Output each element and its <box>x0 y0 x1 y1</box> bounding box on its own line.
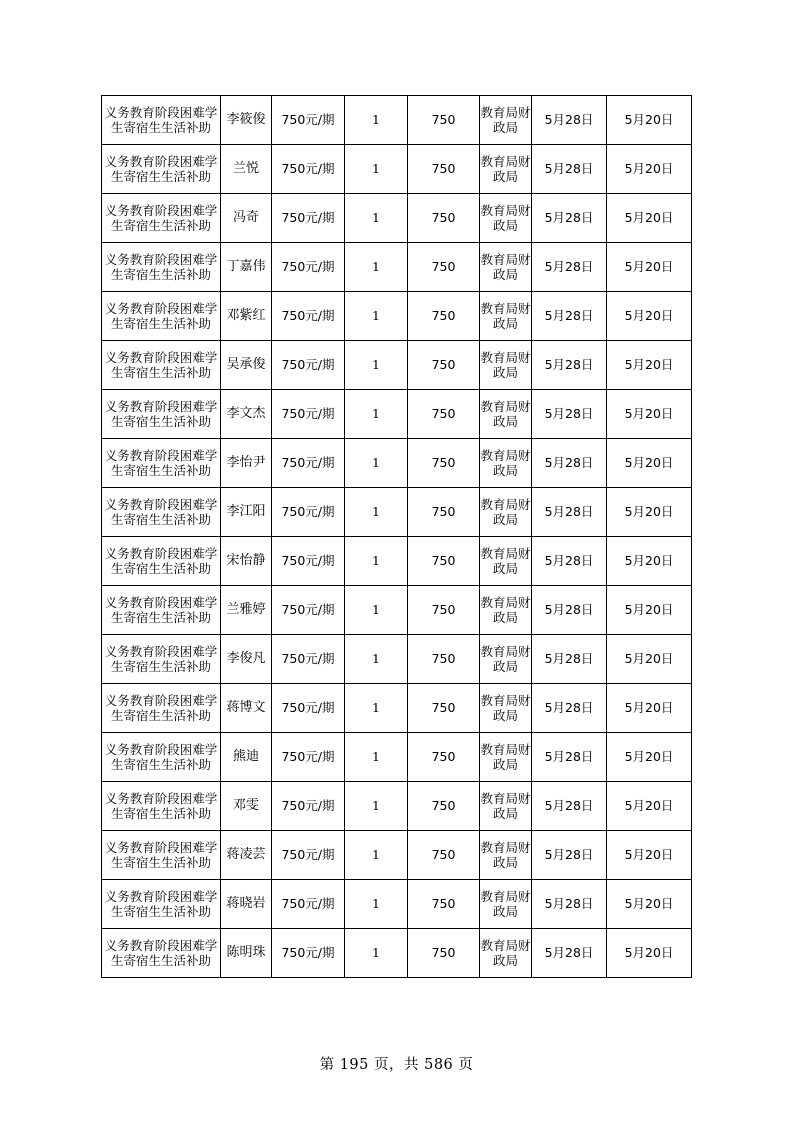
table-row <box>102 194 692 243</box>
project-cell: 义务教育阶段困难学生寄宿生生活补助 <box>102 537 221 586</box>
date-cell-2: 5月20日 <box>607 929 692 978</box>
date-cell-2: 5月20日 <box>607 684 692 733</box>
department-cell: 教育局财政局 <box>480 96 532 145</box>
name-cell: 兰雅婷 <box>221 586 272 635</box>
quantity-cell: 1 <box>345 929 408 978</box>
name-cell: 熊迪 <box>221 733 272 782</box>
quantity-cell: 1 <box>345 831 408 880</box>
project-cell: 义务教育阶段困难学生寄宿生生活补助 <box>102 586 221 635</box>
department-cell: 教育局财政局 <box>480 831 532 880</box>
quantity-cell: 1 <box>345 439 408 488</box>
name-cell: 蒋晓岩 <box>221 880 272 929</box>
department-cell: 教育局财政局 <box>480 488 532 537</box>
quantity-cell: 1 <box>345 880 408 929</box>
name-cell: 宋怡静 <box>221 537 272 586</box>
standard-cell: 750元/期 <box>272 488 345 537</box>
amount-cell: 750 <box>408 243 480 292</box>
project-cell: 义务教育阶段困难学生寄宿生生活补助 <box>102 341 221 390</box>
standard-cell: 750元/期 <box>272 194 345 243</box>
date-cell-2: 5月20日 <box>607 243 692 292</box>
department-cell: 教育局财政局 <box>480 390 532 439</box>
amount-cell: 750 <box>408 341 480 390</box>
amount-cell: 750 <box>408 390 480 439</box>
department-cell: 教育局财政局 <box>480 880 532 929</box>
amount-cell: 750 <box>408 194 480 243</box>
name-cell: 兰悦 <box>221 145 272 194</box>
standard-cell: 750元/期 <box>272 782 345 831</box>
name-cell: 李文杰 <box>221 390 272 439</box>
date-cell-1: 5月28日 <box>532 586 607 635</box>
quantity-cell: 1 <box>345 733 408 782</box>
amount-cell: 750 <box>408 880 480 929</box>
department-cell: 教育局财政局 <box>480 145 532 194</box>
amount-cell: 750 <box>408 586 480 635</box>
standard-cell: 750元/期 <box>272 96 345 145</box>
standard-cell: 750元/期 <box>272 292 345 341</box>
department-cell: 教育局财政局 <box>480 586 532 635</box>
table-row <box>102 243 692 292</box>
table-row <box>102 586 692 635</box>
name-cell: 吴承俊 <box>221 341 272 390</box>
table-body <box>102 96 692 978</box>
amount-cell: 750 <box>408 929 480 978</box>
department-cell: 教育局财政局 <box>480 782 532 831</box>
date-cell-1: 5月28日 <box>532 635 607 684</box>
quantity-cell: 1 <box>345 586 408 635</box>
name-cell: 蒋凌芸 <box>221 831 272 880</box>
date-cell-2: 5月20日 <box>607 537 692 586</box>
date-cell-2: 5月20日 <box>607 880 692 929</box>
standard-cell: 750元/期 <box>272 684 345 733</box>
date-cell-2: 5月20日 <box>607 341 692 390</box>
standard-cell: 750元/期 <box>272 243 345 292</box>
department-cell: 教育局财政局 <box>480 733 532 782</box>
project-cell: 义务教育阶段困难学生寄宿生生活补助 <box>102 145 221 194</box>
department-cell: 教育局财政局 <box>480 635 532 684</box>
standard-cell: 750元/期 <box>272 341 345 390</box>
department-cell: 教育局财政局 <box>480 292 532 341</box>
date-cell-1: 5月28日 <box>532 684 607 733</box>
quantity-cell: 1 <box>345 390 408 439</box>
amount-cell: 750 <box>408 145 480 194</box>
table-row <box>102 929 692 978</box>
name-cell: 蒋博文 <box>221 684 272 733</box>
date-cell-2: 5月20日 <box>607 145 692 194</box>
quantity-cell: 1 <box>345 684 408 733</box>
date-cell-1: 5月28日 <box>532 782 607 831</box>
standard-cell: 750元/期 <box>272 880 345 929</box>
page-number: 第 195 页，共 586 页 <box>319 1057 474 1073</box>
table-row <box>102 831 692 880</box>
date-cell-1: 5月28日 <box>532 733 607 782</box>
table-row <box>102 684 692 733</box>
amount-cell: 750 <box>408 439 480 488</box>
date-cell-1: 5月28日 <box>532 488 607 537</box>
date-cell-1: 5月28日 <box>532 243 607 292</box>
standard-cell: 750元/期 <box>272 733 345 782</box>
amount-cell: 750 <box>408 488 480 537</box>
project-cell: 义务教育阶段困难学生寄宿生生活补助 <box>102 635 221 684</box>
project-cell: 义务教育阶段困难学生寄宿生生活补助 <box>102 782 221 831</box>
project-cell: 义务教育阶段困难学生寄宿生生活补助 <box>102 292 221 341</box>
date-cell-2: 5月20日 <box>607 96 692 145</box>
project-cell: 义务教育阶段困难学生寄宿生生活补助 <box>102 96 221 145</box>
name-cell: 李筱俊 <box>221 96 272 145</box>
date-cell-1: 5月28日 <box>532 194 607 243</box>
amount-cell: 750 <box>408 782 480 831</box>
quantity-cell: 1 <box>345 96 408 145</box>
project-cell: 义务教育阶段困难学生寄宿生生活补助 <box>102 733 221 782</box>
amount-cell: 750 <box>408 635 480 684</box>
table-row <box>102 292 692 341</box>
date-cell-2: 5月20日 <box>607 390 692 439</box>
quantity-cell: 1 <box>345 145 408 194</box>
date-cell-2: 5月20日 <box>607 635 692 684</box>
name-cell: 李江阳 <box>221 488 272 537</box>
date-cell-1: 5月28日 <box>532 96 607 145</box>
name-cell: 丁嘉伟 <box>221 243 272 292</box>
quantity-cell: 1 <box>345 782 408 831</box>
table-row <box>102 635 692 684</box>
standard-cell: 750元/期 <box>272 831 345 880</box>
quantity-cell: 1 <box>345 488 408 537</box>
date-cell-2: 5月20日 <box>607 831 692 880</box>
date-cell-2: 5月20日 <box>607 782 692 831</box>
department-cell: 教育局财政局 <box>480 194 532 243</box>
standard-cell: 750元/期 <box>272 537 345 586</box>
amount-cell: 750 <box>408 292 480 341</box>
date-cell-1: 5月28日 <box>532 341 607 390</box>
project-cell: 义务教育阶段困难学生寄宿生生活补助 <box>102 831 221 880</box>
table-row <box>102 390 692 439</box>
standard-cell: 750元/期 <box>272 390 345 439</box>
amount-cell: 750 <box>408 684 480 733</box>
table-row <box>102 341 692 390</box>
project-cell: 义务教育阶段困难学生寄宿生生活补助 <box>102 194 221 243</box>
table-row <box>102 537 692 586</box>
date-cell-1: 5月28日 <box>532 390 607 439</box>
department-cell: 教育局财政局 <box>480 929 532 978</box>
date-cell-2: 5月20日 <box>607 586 692 635</box>
project-cell: 义务教育阶段困难学生寄宿生生活补助 <box>102 243 221 292</box>
standard-cell: 750元/期 <box>272 145 345 194</box>
project-cell: 义务教育阶段困难学生寄宿生生活补助 <box>102 929 221 978</box>
name-cell: 邓紫红 <box>221 292 272 341</box>
name-cell: 冯奇 <box>221 194 272 243</box>
standard-cell: 750元/期 <box>272 929 345 978</box>
name-cell: 陈明珠 <box>221 929 272 978</box>
date-cell-2: 5月20日 <box>607 488 692 537</box>
date-cell-2: 5月20日 <box>607 194 692 243</box>
date-cell-1: 5月28日 <box>532 292 607 341</box>
date-cell-2: 5月20日 <box>607 439 692 488</box>
amount-cell: 750 <box>408 537 480 586</box>
project-cell: 义务教育阶段困难学生寄宿生生活补助 <box>102 439 221 488</box>
date-cell-1: 5月28日 <box>532 145 607 194</box>
date-cell-2: 5月20日 <box>607 733 692 782</box>
project-cell: 义务教育阶段困难学生寄宿生生活补助 <box>102 390 221 439</box>
standard-cell: 750元/期 <box>272 439 345 488</box>
project-cell: 义务教育阶段困难学生寄宿生生活补助 <box>102 488 221 537</box>
department-cell: 教育局财政局 <box>480 439 532 488</box>
quantity-cell: 1 <box>345 292 408 341</box>
department-cell: 教育局财政局 <box>480 684 532 733</box>
date-cell-2: 5月20日 <box>607 292 692 341</box>
amount-cell: 750 <box>408 831 480 880</box>
date-cell-1: 5月28日 <box>532 831 607 880</box>
quantity-cell: 1 <box>345 341 408 390</box>
date-cell-1: 5月28日 <box>532 880 607 929</box>
table-row <box>102 439 692 488</box>
amount-cell: 750 <box>408 733 480 782</box>
amount-cell: 750 <box>408 96 480 145</box>
date-cell-1: 5月28日 <box>532 439 607 488</box>
table-row <box>102 733 692 782</box>
date-cell-1: 5月28日 <box>532 537 607 586</box>
table-row <box>102 145 692 194</box>
date-cell-1: 5月28日 <box>532 929 607 978</box>
department-cell: 教育局财政局 <box>480 537 532 586</box>
name-cell: 李俊凡 <box>221 635 272 684</box>
table-row <box>102 880 692 929</box>
name-cell: 邓雯 <box>221 782 272 831</box>
department-cell: 教育局财政局 <box>480 341 532 390</box>
table-row <box>102 488 692 537</box>
department-cell: 教育局财政局 <box>480 243 532 292</box>
project-cell: 义务教育阶段困难学生寄宿生生活补助 <box>102 880 221 929</box>
name-cell: 李怡尹 <box>221 439 272 488</box>
quantity-cell: 1 <box>345 243 408 292</box>
quantity-cell: 1 <box>345 635 408 684</box>
quantity-cell: 1 <box>345 194 408 243</box>
subsidy-table <box>101 95 692 978</box>
table-row <box>102 782 692 831</box>
standard-cell: 750元/期 <box>272 635 345 684</box>
table-row <box>102 96 692 145</box>
standard-cell: 750元/期 <box>272 586 345 635</box>
project-cell: 义务教育阶段困难学生寄宿生生活补助 <box>102 684 221 733</box>
quantity-cell: 1 <box>345 537 408 586</box>
